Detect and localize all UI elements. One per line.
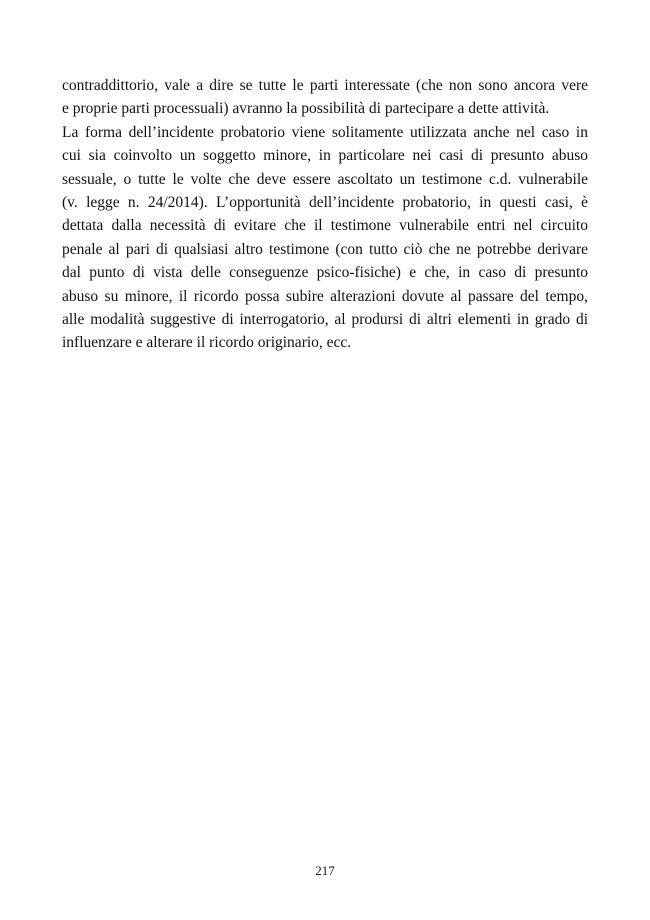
text-line: La forma dell’incidente probatorio viene solitamente utilizzata anche nel caso in bbox=[62, 123, 588, 141]
text-line: influenzare e alterare il ricordo originario, ecc. bbox=[62, 334, 352, 352]
text-line: alle modalità suggestive di interrogatorio, al prodursi di altri elementi in grado di bbox=[62, 310, 588, 328]
body-text bbox=[62, 74, 588, 355]
page-number: 217 bbox=[315, 863, 335, 878]
text-line: sessuale, o tutte le volte che deve essere ascoltato un testimone c.d. vulnerabile bbox=[62, 170, 588, 188]
text-line: cui sia coinvolto un soggetto minore, in particolare nei casi di presunto abuso bbox=[62, 147, 588, 165]
text-line: abuso su minore, il ricordo possa subire alterazioni dovute al passare del tempo, bbox=[62, 287, 588, 305]
text-line: contraddittorio, vale a dire se tutte le parti interessate (che non sono ancora vere bbox=[62, 77, 588, 94]
text-line: (v. legge n. 24/2014). L’opportunità dell’incidente probatorio, in questi casi, è bbox=[62, 193, 588, 211]
text-line: penale al pari di qualsiasi altro testimone (con tutto ciò che ne potrebbe derivare bbox=[62, 240, 588, 258]
text-line: dal punto di vista delle conseguenze psico-fisiche) e che, in caso di presunto bbox=[62, 264, 588, 282]
text-line: e proprie parti processuali) avranno la possibilità di partecipare a dette attività. bbox=[62, 100, 550, 118]
text-line: dettata dalla necessità di evitare che il testimone vulnerabile entri nel circuito bbox=[62, 217, 588, 235]
